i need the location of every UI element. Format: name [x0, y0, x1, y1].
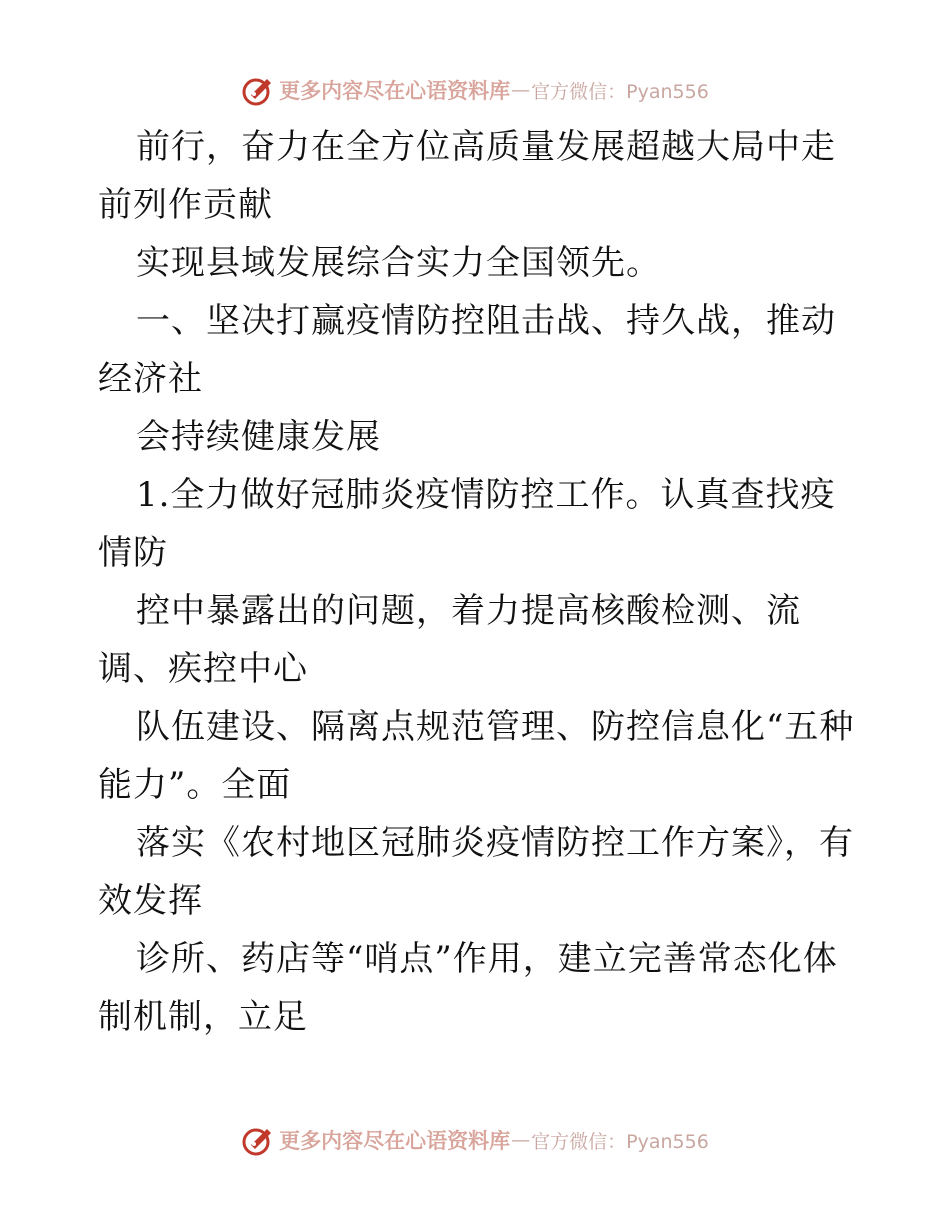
watermark-dash: —	[511, 1129, 531, 1151]
watermark-wechat: 官方微信：Pyan556	[531, 80, 709, 103]
watermark-header	[0, 70, 950, 110]
watermark-wechat: 官方微信：Pyan556	[531, 1130, 709, 1153]
paragraph: 队伍建设、隔离点规范管理、防控信息化“五种能力”。全面	[98, 707, 855, 805]
pen-nib-logo-icon	[241, 1123, 275, 1157]
paragraph: 控中暴露出的问题，着力提高核酸检测、流调、疾控中心	[98, 591, 801, 689]
paragraph: 诊所、药店等“哨点”作用，建立完善常态化体制机制，立足	[98, 939, 838, 1037]
paragraph: 实现县域发展综合实力全国领先。	[136, 243, 661, 283]
paragraph: 一、坚决打赢疫情防控阻击战、持久战，推动经济社	[98, 301, 836, 399]
watermark-brand: 更多内容尽在心语资料库	[279, 78, 511, 103]
watermark-footer	[0, 1120, 950, 1160]
paragraph: 1.全力做好冠肺炎疫情防控工作。认真查找疫情防	[98, 475, 836, 573]
document-body	[98, 118, 858, 1046]
watermark-dash: —	[511, 79, 531, 101]
paragraph: 前行，奋力在全方位高质量发展超越大局中走前列作贡献	[98, 127, 836, 225]
paragraph: 会持续健康发展	[136, 417, 381, 457]
pen-nib-logo-icon	[241, 73, 275, 107]
watermark-brand: 更多内容尽在心语资料库	[279, 1128, 511, 1153]
paragraph: 落实《农村地区冠肺炎疫情防控工作方案》，有效发挥	[98, 823, 854, 921]
